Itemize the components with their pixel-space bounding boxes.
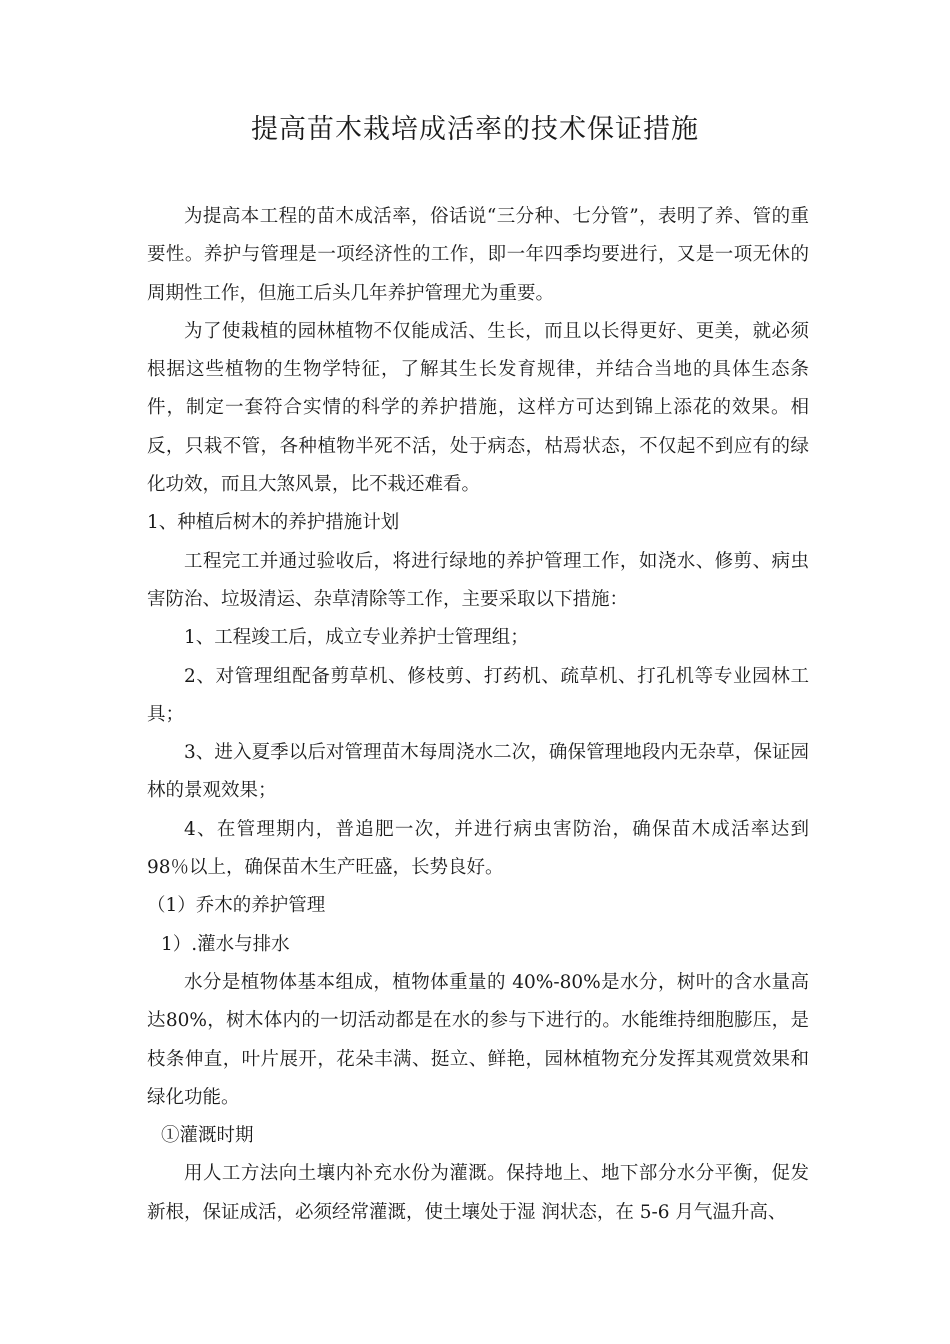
measure-item-1: 1、工程竣工后，成立专业养护士管理组； [184,627,529,649]
paragraph-after-acceptance: 工程完工并通过验收后，将进行绿地的养护管理工作，如浇水、修剪、病虫害防治、垃圾清运、杂草清除等工作，主要采取以下措施： [147,550,809,610]
measure-item-4: 4、在管理期内，普追肥一次，并进行病虫害防治，确保苗木成活率达到98％以上，确保苗木生产旺盛，长势良好。 [147,818,809,879]
measure-item-3: 3、进入夏季以后对管理苗木每周浇水二次，确保管理地段内无杂草，保证园林的景观效果； [147,742,809,802]
document-title: 提高苗木栽培成活率的技术保证措施 [251,114,699,145]
subsection-heading-tree-care: （1）乔木的养护管理 [147,895,326,917]
subsection-heading-irrigation-period: ①灌溉时期 [161,1125,254,1147]
section-heading-maintenance-plan: 1、种植后树木的养护措施计划 [147,512,400,534]
paragraph-intro: 为提高本工程的苗木成活率，俗话说“三分种、七分管”，表明了养、管的重要性。养护与管理是一项经济性的工作，即一年四季均要进行，又是一项无休的周期性工作，但施工后头几年养护管理尤为重要。 [147,206,809,304]
measure-item-2: 2、对管理组配备剪草机、修枝剪、打药机、疏草机、打孔机等专业园林工具； [147,665,809,725]
paragraph-purpose: 为了使栽植的园林植物不仅能成活、生长，而且以长得更好、更美，就必须根据这些植物的生物学特征，了解其生长发育规律，并结合当地的具体生态条件，制定一套符合实情的科学的养护措施，这样方可达到锦上添花的效果。相反，只栽不管，各种植物半死不活，处于病态，枯焉状态，不仅起不到应有的绿化功效，而且大煞风景，比不栽还难看。 [147,320,809,496]
paragraph-irrigation-method: 用人工方法向土壤内补充水份为灌溉。保持地上、地下部分水分平衡，促发新根，保证成活，必须经常灌溉，使土壤处于湿 润状态，在 5-6 月气温升高、 [147,1163,809,1223]
document-body [147,198,809,1232]
paragraph-water-importance: 水分是植物体基本组成，植物体重量的 40%-80%是水分，树叶的含水量高达80%，树木体内的一切活动都是在水的参与下进行的。水能维持细胞膨压，是枝条伸直，叶片展开，花朵丰满、挺立、鲜艳，园林植物充分发挥其观赏效果和绿化功能。 [147,971,809,1108]
subsection-heading-irrigation: 1）.灌水与排水 [161,933,290,955]
